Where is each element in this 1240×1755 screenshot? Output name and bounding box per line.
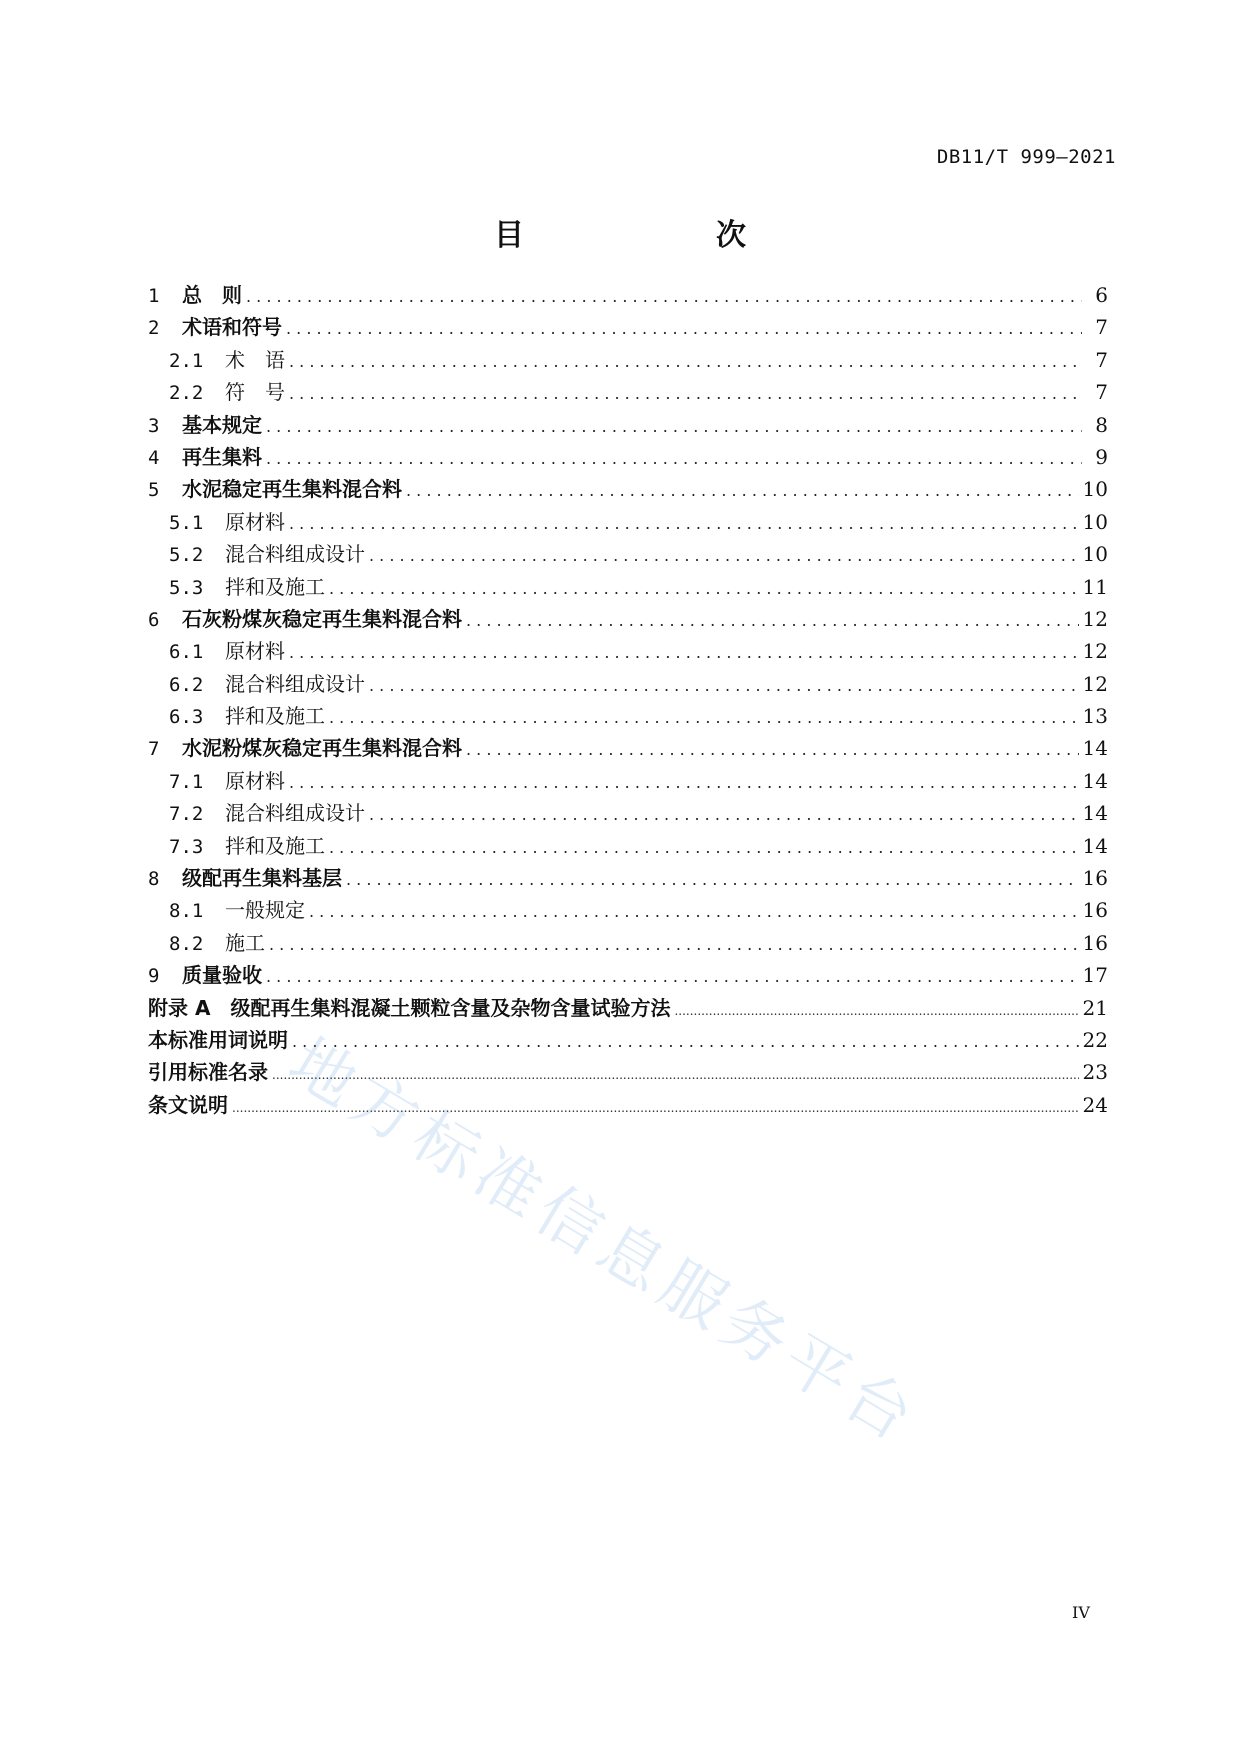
toc-entry-page: 22 xyxy=(1082,1027,1108,1052)
toc-entry-page: 12 xyxy=(1082,639,1108,664)
toc-entry[interactable] xyxy=(148,700,1108,732)
toc-entry-page: 8 xyxy=(1095,412,1108,437)
toc-entry[interactable] xyxy=(148,668,1108,700)
toc-appendix-entry[interactable] xyxy=(148,992,1108,1024)
toc-entry-number: 7 xyxy=(148,738,160,761)
toc-entry[interactable] xyxy=(148,830,1108,862)
toc-entry-title: 拌和及施工 xyxy=(225,704,325,729)
toc-entry[interactable] xyxy=(148,862,1108,894)
toc-entry[interactable] xyxy=(148,409,1108,441)
toc-leader-dots xyxy=(266,411,1082,443)
toc-entry-title: 原材料 xyxy=(225,639,285,664)
toc-entry-title: 水泥粉煤灰稳定再生集料混合料 xyxy=(182,736,462,761)
toc-entry-title: 拌和及施工 xyxy=(225,574,325,599)
watermark: 地方标准信息服务平台 xyxy=(276,1024,932,1460)
toc-entry-page: 10 xyxy=(1082,509,1108,534)
toc-entry-page: 14 xyxy=(1082,833,1108,858)
toc-entry[interactable] xyxy=(148,959,1108,991)
toc-entry-title: 术语和符号 xyxy=(182,315,282,340)
toc-entry-title: 水泥稳定再生集料混合料 xyxy=(182,477,402,502)
toc-entry-page: 16 xyxy=(1082,930,1108,955)
toc-entry-number: 2.2 xyxy=(169,382,204,405)
toc-entry-title: 术 语 xyxy=(225,347,285,372)
toc-leader-dots xyxy=(369,799,1079,831)
toc-entry-page: 14 xyxy=(1082,801,1108,826)
toc-entry-title: 附录 A 级配再生集料混凝土颗粒含量及杂物含量试验方法 xyxy=(148,995,671,1020)
toc-entry-title: 符 号 xyxy=(225,380,285,405)
toc-entry-title: 原材料 xyxy=(225,509,285,534)
toc-leader-dots xyxy=(269,929,1079,961)
toc-leader-dots xyxy=(309,896,1079,928)
toc-entry-number: 7.2 xyxy=(169,803,204,826)
toc-entry-page: 12 xyxy=(1082,671,1108,696)
toc-entry-title: 原材料 xyxy=(225,768,285,793)
toc-leader-dots xyxy=(406,475,1079,507)
toc-leader-dots xyxy=(289,378,1082,410)
toc-entry-title: 一般规定 xyxy=(225,898,305,923)
toc-entry[interactable] xyxy=(148,603,1108,635)
toc-entry-title: 基本规定 xyxy=(182,412,262,437)
toc-entry[interactable] xyxy=(148,894,1108,926)
table-of-contents xyxy=(148,279,1108,1121)
toc-entry-title: 施工 xyxy=(225,930,265,955)
toc-entry-page: 16 xyxy=(1082,866,1108,891)
toc-entry-number: 2.1 xyxy=(169,349,204,372)
toc-entry[interactable] xyxy=(148,538,1108,570)
toc-entry[interactable] xyxy=(148,441,1108,473)
toc-entry[interactable] xyxy=(148,797,1108,829)
toc-leader-dots xyxy=(346,864,1079,896)
toc-entry-title: 混合料组成设计 xyxy=(225,542,365,567)
toc-entry-page: 14 xyxy=(1082,736,1108,761)
toc-entry-title: 再生集料 xyxy=(182,444,262,469)
toc-leader-dots xyxy=(466,605,1079,637)
page-number: IV xyxy=(1072,1603,1090,1622)
toc-leader-dots xyxy=(674,995,1078,1027)
toc-entry-number: 5.3 xyxy=(169,576,204,599)
toc-leader-dots xyxy=(246,281,1082,313)
document-code: DB11/T 999—2021 xyxy=(936,146,1116,168)
toc-leader-dots xyxy=(292,1026,1079,1058)
toc-entry-page: 16 xyxy=(1082,898,1108,923)
toc-entry-number: 5 xyxy=(148,479,160,502)
toc-entry-number: 8.2 xyxy=(169,932,204,955)
toc-entry-page: 17 xyxy=(1082,963,1108,988)
toc-entry-page: 10 xyxy=(1082,477,1108,502)
toc-entry-number: 8.1 xyxy=(169,900,204,923)
toc-entry-title: 总 则 xyxy=(182,283,242,307)
toc-entry-page: 13 xyxy=(1082,704,1108,729)
toc-entry-page: 7 xyxy=(1095,380,1108,405)
toc-entry[interactable] xyxy=(148,571,1108,603)
toc-entry-title: 引用标准名录 xyxy=(148,1060,268,1085)
toc-entry-page: 12 xyxy=(1082,606,1108,631)
toc-entry-number: 6.1 xyxy=(169,641,204,664)
toc-entry[interactable] xyxy=(148,279,1108,311)
toc-leader-dots xyxy=(289,346,1082,378)
toc-entry-page: 23 xyxy=(1082,1060,1108,1085)
toc-leader-dots xyxy=(289,508,1079,540)
toc-entry-number: 7.3 xyxy=(169,835,204,858)
toc-entry-number: 7.1 xyxy=(169,770,204,793)
toc-entry[interactable] xyxy=(148,732,1108,764)
toc-leader-dots xyxy=(266,443,1082,475)
toc-entry[interactable] xyxy=(148,376,1108,408)
toc-entry-title: 混合料组成设计 xyxy=(225,801,365,826)
toc-entry[interactable] xyxy=(148,344,1108,376)
toc-leader-dots xyxy=(289,767,1079,799)
toc-entry-title: 混合料组成设计 xyxy=(225,671,365,696)
toc-entry-title: 本标准用词说明 xyxy=(148,1027,288,1052)
toc-entry-number: 1 xyxy=(148,285,160,307)
toc-entry-number: 5.2 xyxy=(169,544,204,567)
toc-entry-number: 2 xyxy=(148,317,160,340)
toc-entry-page: 24 xyxy=(1082,1092,1108,1117)
toc-leader-dots xyxy=(286,313,1082,345)
toc-leader-dots xyxy=(369,540,1079,572)
toc-entry-page: 14 xyxy=(1082,768,1108,793)
toc-leader-dots xyxy=(329,832,1079,864)
toc-entry-page: 11 xyxy=(1082,574,1108,599)
toc-entry-number: 4 xyxy=(148,446,160,469)
toc-entry[interactable] xyxy=(148,506,1108,538)
toc-entry-number: 6 xyxy=(148,608,160,631)
toc-entry[interactable] xyxy=(148,473,1108,505)
toc-leader-dots xyxy=(329,573,1079,605)
toc-entry-number: 9 xyxy=(148,965,160,988)
toc-entry-title: 级配再生集料基层 xyxy=(182,866,342,891)
toc-leader-dots xyxy=(329,702,1079,734)
toc-entry-page: 7 xyxy=(1095,315,1108,340)
toc-entry-title: 拌和及施工 xyxy=(225,833,325,858)
page-title: 目 次 xyxy=(494,218,790,253)
toc-entry[interactable] xyxy=(148,635,1108,667)
toc-entry-page: 9 xyxy=(1095,444,1108,469)
toc-entry-title: 质量验收 xyxy=(182,963,262,988)
toc-entry-number: 6.2 xyxy=(169,673,204,696)
toc-entry-number: 6.3 xyxy=(169,706,204,729)
toc-entry-page: 21 xyxy=(1082,995,1108,1020)
toc-appendix-entry[interactable] xyxy=(148,1024,1108,1056)
toc-leader-dots xyxy=(266,961,1079,993)
toc-entry[interactable] xyxy=(148,927,1108,959)
toc-entry-number: 5.1 xyxy=(169,511,204,534)
toc-entry-title: 条文说明 xyxy=(148,1092,228,1117)
toc-entry[interactable] xyxy=(148,765,1108,797)
toc-leader-dots xyxy=(466,734,1079,766)
toc-entry-page: 6 xyxy=(1095,283,1108,307)
toc-entry-page: 10 xyxy=(1082,542,1108,567)
toc-entry-number: 3 xyxy=(148,414,160,437)
toc-leader-dots xyxy=(289,637,1079,669)
toc-leader-dots xyxy=(369,670,1079,702)
toc-entry-page: 7 xyxy=(1095,347,1108,372)
toc-entry-number: 8 xyxy=(148,868,160,891)
toc-entry-title: 石灰粉煤灰稳定再生集料混合料 xyxy=(182,606,462,631)
toc-entry[interactable] xyxy=(148,311,1108,343)
